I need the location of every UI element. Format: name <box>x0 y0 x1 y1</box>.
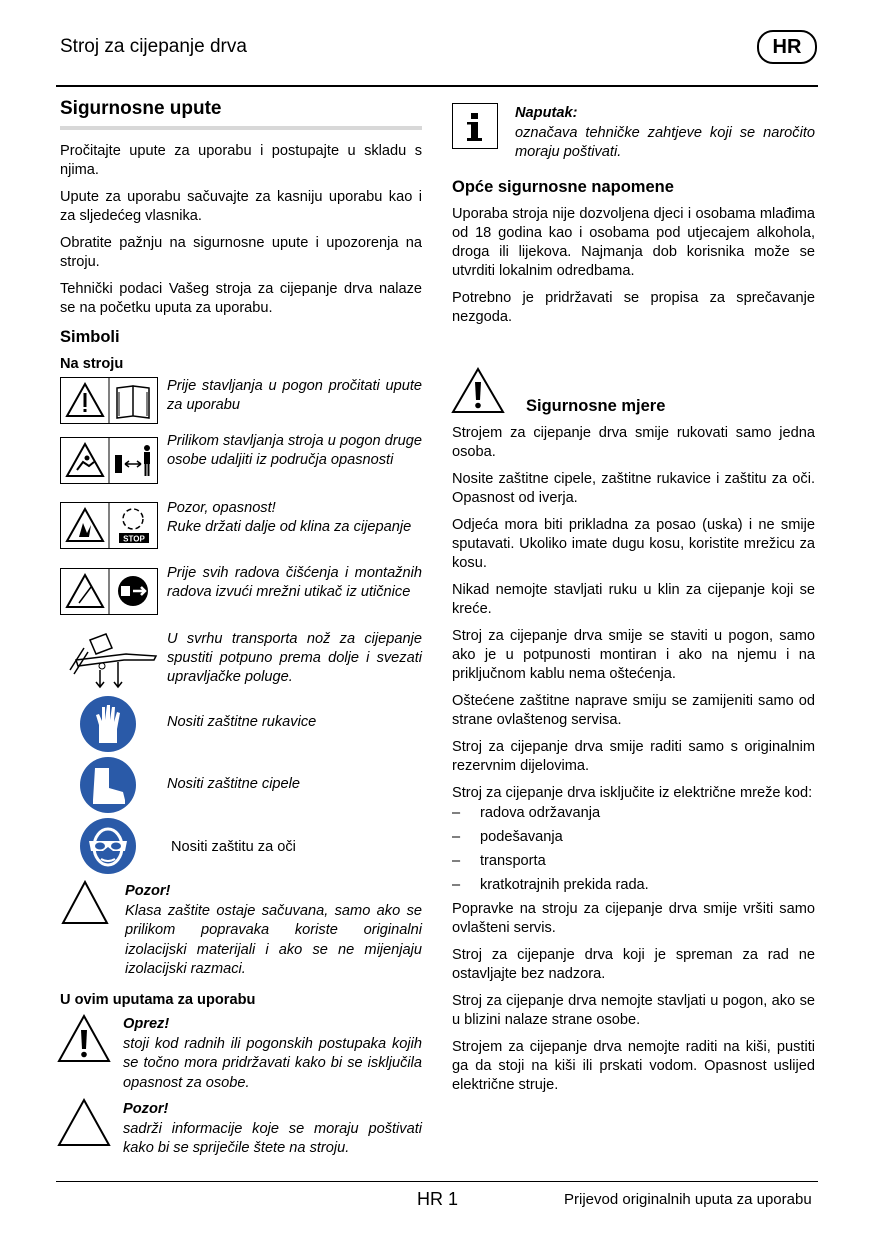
note-title: Naputak: <box>515 105 578 121</box>
section-title: Sigurnosne upute <box>60 98 222 119</box>
paragraph: Oštećene zaštitne naprave smiju se zamijeniti samo od strane ovlaštenog servisa. <box>452 693 815 728</box>
list-item: – radova održavanja <box>452 804 815 823</box>
paragraph: Stroj za cijepanje drva smije se staviti u pogon, samo ako je u potpunosti montiran i ako na njemu i na priključnom kablu nema oštećenja. <box>452 628 815 682</box>
stop-label: STOP <box>123 534 145 544</box>
paragraph: Strojem za cijepanje drva nemojte raditi na kiši, pustiti ga da stoji na kiši ili prskati vodom. Opasnost uslijed električne struje. <box>452 1039 815 1093</box>
hand-danger-stop-icon <box>60 502 158 549</box>
unplug-icon <box>60 568 158 615</box>
safety-boots-icon <box>79 756 137 814</box>
general-title: Opće sigurnosne napomene <box>452 178 674 196</box>
symbol-text: Ruke držati dalje od klina za cijepanje <box>167 519 412 535</box>
read-manual-icon <box>60 377 158 424</box>
page-header-title: Stroj za cijepanje drva <box>60 36 247 57</box>
gloves-icon <box>79 695 137 753</box>
right-column-measures <box>452 424 815 1103</box>
paragraph: Uporaba stroja nije dozvoljena djeci i osobama mlađima od 18 godina kao i osobama pod utjecajem alkohola, droga ili lijekova. Najmanja dob korisnika može se utvrditi lokalnim odredbama. <box>452 206 815 279</box>
list-item: – podešavanja <box>452 828 815 847</box>
paragraph: Tehnički podaci Vašeg stroja za cijepanje drva nalaze se na početku uputa za uporabu. <box>60 281 422 316</box>
keep-persons-away-icon <box>60 437 158 484</box>
paragraph: Obratite pažnju na sigurnosne upute i upozorenja na stroju. <box>60 235 422 270</box>
note-text: sadrži informacije koje se moraju poštivati kako bi se spriječile štete na stroju. <box>123 1120 422 1156</box>
note-title: Pozor! <box>123 1101 169 1117</box>
symbol-text: Prilikom stavljanja stroja u pogon druge osobe udaljiti iz područja opasnosti <box>167 433 422 468</box>
symbol-text: Prije svih radova čišćenja i montažnih radova izvući mrežni utikač iz utičnice <box>167 565 422 600</box>
info-icon <box>452 103 498 149</box>
symbol-text: Nositi zaštitne rukavice <box>167 714 317 730</box>
warning-triangle-icon <box>450 366 506 416</box>
symbol-text: Prije stavljanja u pogon pročitati upute za uporabu <box>167 378 422 413</box>
paragraph: Stroj za cijepanje drva isključite iz električne mreže kod: <box>452 785 813 801</box>
paragraph: Potrebno je pridržavati se propisa za sprečavanje nezgoda. <box>452 290 815 325</box>
paragraph: Nikad nemojte stavljati ruku u klin za cijepanje koji se kreće. <box>452 582 815 617</box>
symbols-title: Simboli <box>60 328 120 346</box>
symbol-text: U svrhu transporta nož za cijepanje spustiti potpuno prema dolje i svezati upravljačke poluge. <box>167 631 422 685</box>
list-item: – kratkotrajnih prekida rada. <box>452 876 815 895</box>
note-text: stoji kod radnih ili pogonskih postupaka kojih se točno mora pridržavati kako bi se isključila opasnost za osobe. <box>123 1035 422 1091</box>
left-column <box>60 99 422 378</box>
disconnect-list <box>452 804 815 895</box>
paragraph: Odjeća mora biti prikladna za posao (uska) i ne smije sputavati. Ukoliko imate dugu kosu, koristite mrežicu za kosu. <box>452 517 815 571</box>
symbol-text: Nositi zaštitu za oči <box>171 839 296 855</box>
page-number: HR 1 <box>417 1189 459 1209</box>
caution-note <box>123 1100 422 1159</box>
caution-triangle-icon <box>56 1097 112 1149</box>
note-title: Oprez! <box>123 1016 170 1032</box>
transport-icon <box>66 630 162 690</box>
paragraph: Upute za uporabu sačuvajte za kasniju uporabu kao i za sljedećeg vlasnika. <box>60 189 422 224</box>
footer-divider <box>56 1181 818 1182</box>
symbol-heading: Pozor, opasnost! <box>167 500 276 516</box>
list-item: – transporta <box>452 852 815 871</box>
paragraph: Stroj za cijepanje drva nemojte stavljati u pogon, ako se u blizini nalaze strane osobe. <box>452 993 815 1028</box>
symbol-text-group <box>167 499 422 537</box>
section-title-underline <box>60 126 422 130</box>
symbol-text: Nositi zaštitne cipele <box>167 776 301 792</box>
on-machine-title: Na stroju <box>60 356 124 372</box>
note-text: označava tehničke zahtjeve koji se naročito moraju poštivati. <box>515 124 815 160</box>
manual-title: U ovim uputama za uporabu <box>60 992 256 1008</box>
right-column-general <box>452 178 815 335</box>
footer-note: Prijevod originalnih uputa za uporabu <box>564 1191 812 1208</box>
language-badge: HR <box>757 30 817 64</box>
paragraph: Stroj za cijepanje drva koji je spreman za rad ne ostavljajte bez nadzora. <box>452 947 815 982</box>
eye-protection-icon <box>79 817 137 875</box>
paragraph: Nosite zaštitne cipele, zaštitne rukavice i zaštitu za oči. Opasnost od iverja. <box>452 471 815 506</box>
header-divider <box>56 85 818 87</box>
note-text: Klasa zaštite ostaje sačuvana, samo ako se prilikom popravaka koriste originalni izolacijski materijali i ako se ne mijenjaju izolacijski razmaci. <box>125 902 422 977</box>
warning-note <box>123 1015 422 1093</box>
symbols-list <box>60 375 422 875</box>
paragraph: Popravke na stroju za cijepanje drva smije vršiti samo ovlašteni servis. <box>452 901 815 936</box>
warning-triangle-icon <box>56 1013 112 1065</box>
caution-note <box>125 882 422 980</box>
paragraph: Stroj za cijepanje drva smije raditi samo s originalnim rezervnim dijelovima. <box>452 739 815 774</box>
paragraph: Strojem za cijepanje drva smije rukovati samo jedna osoba. <box>452 425 815 460</box>
tip-note <box>515 104 815 163</box>
note-title: Pozor! <box>125 883 171 899</box>
measures-title: Sigurnosne mjere <box>526 397 666 415</box>
caution-triangle-icon <box>60 879 110 927</box>
paragraph: Pročitajte upute za uporabu i postupajte u skladu s njima. <box>60 143 422 178</box>
